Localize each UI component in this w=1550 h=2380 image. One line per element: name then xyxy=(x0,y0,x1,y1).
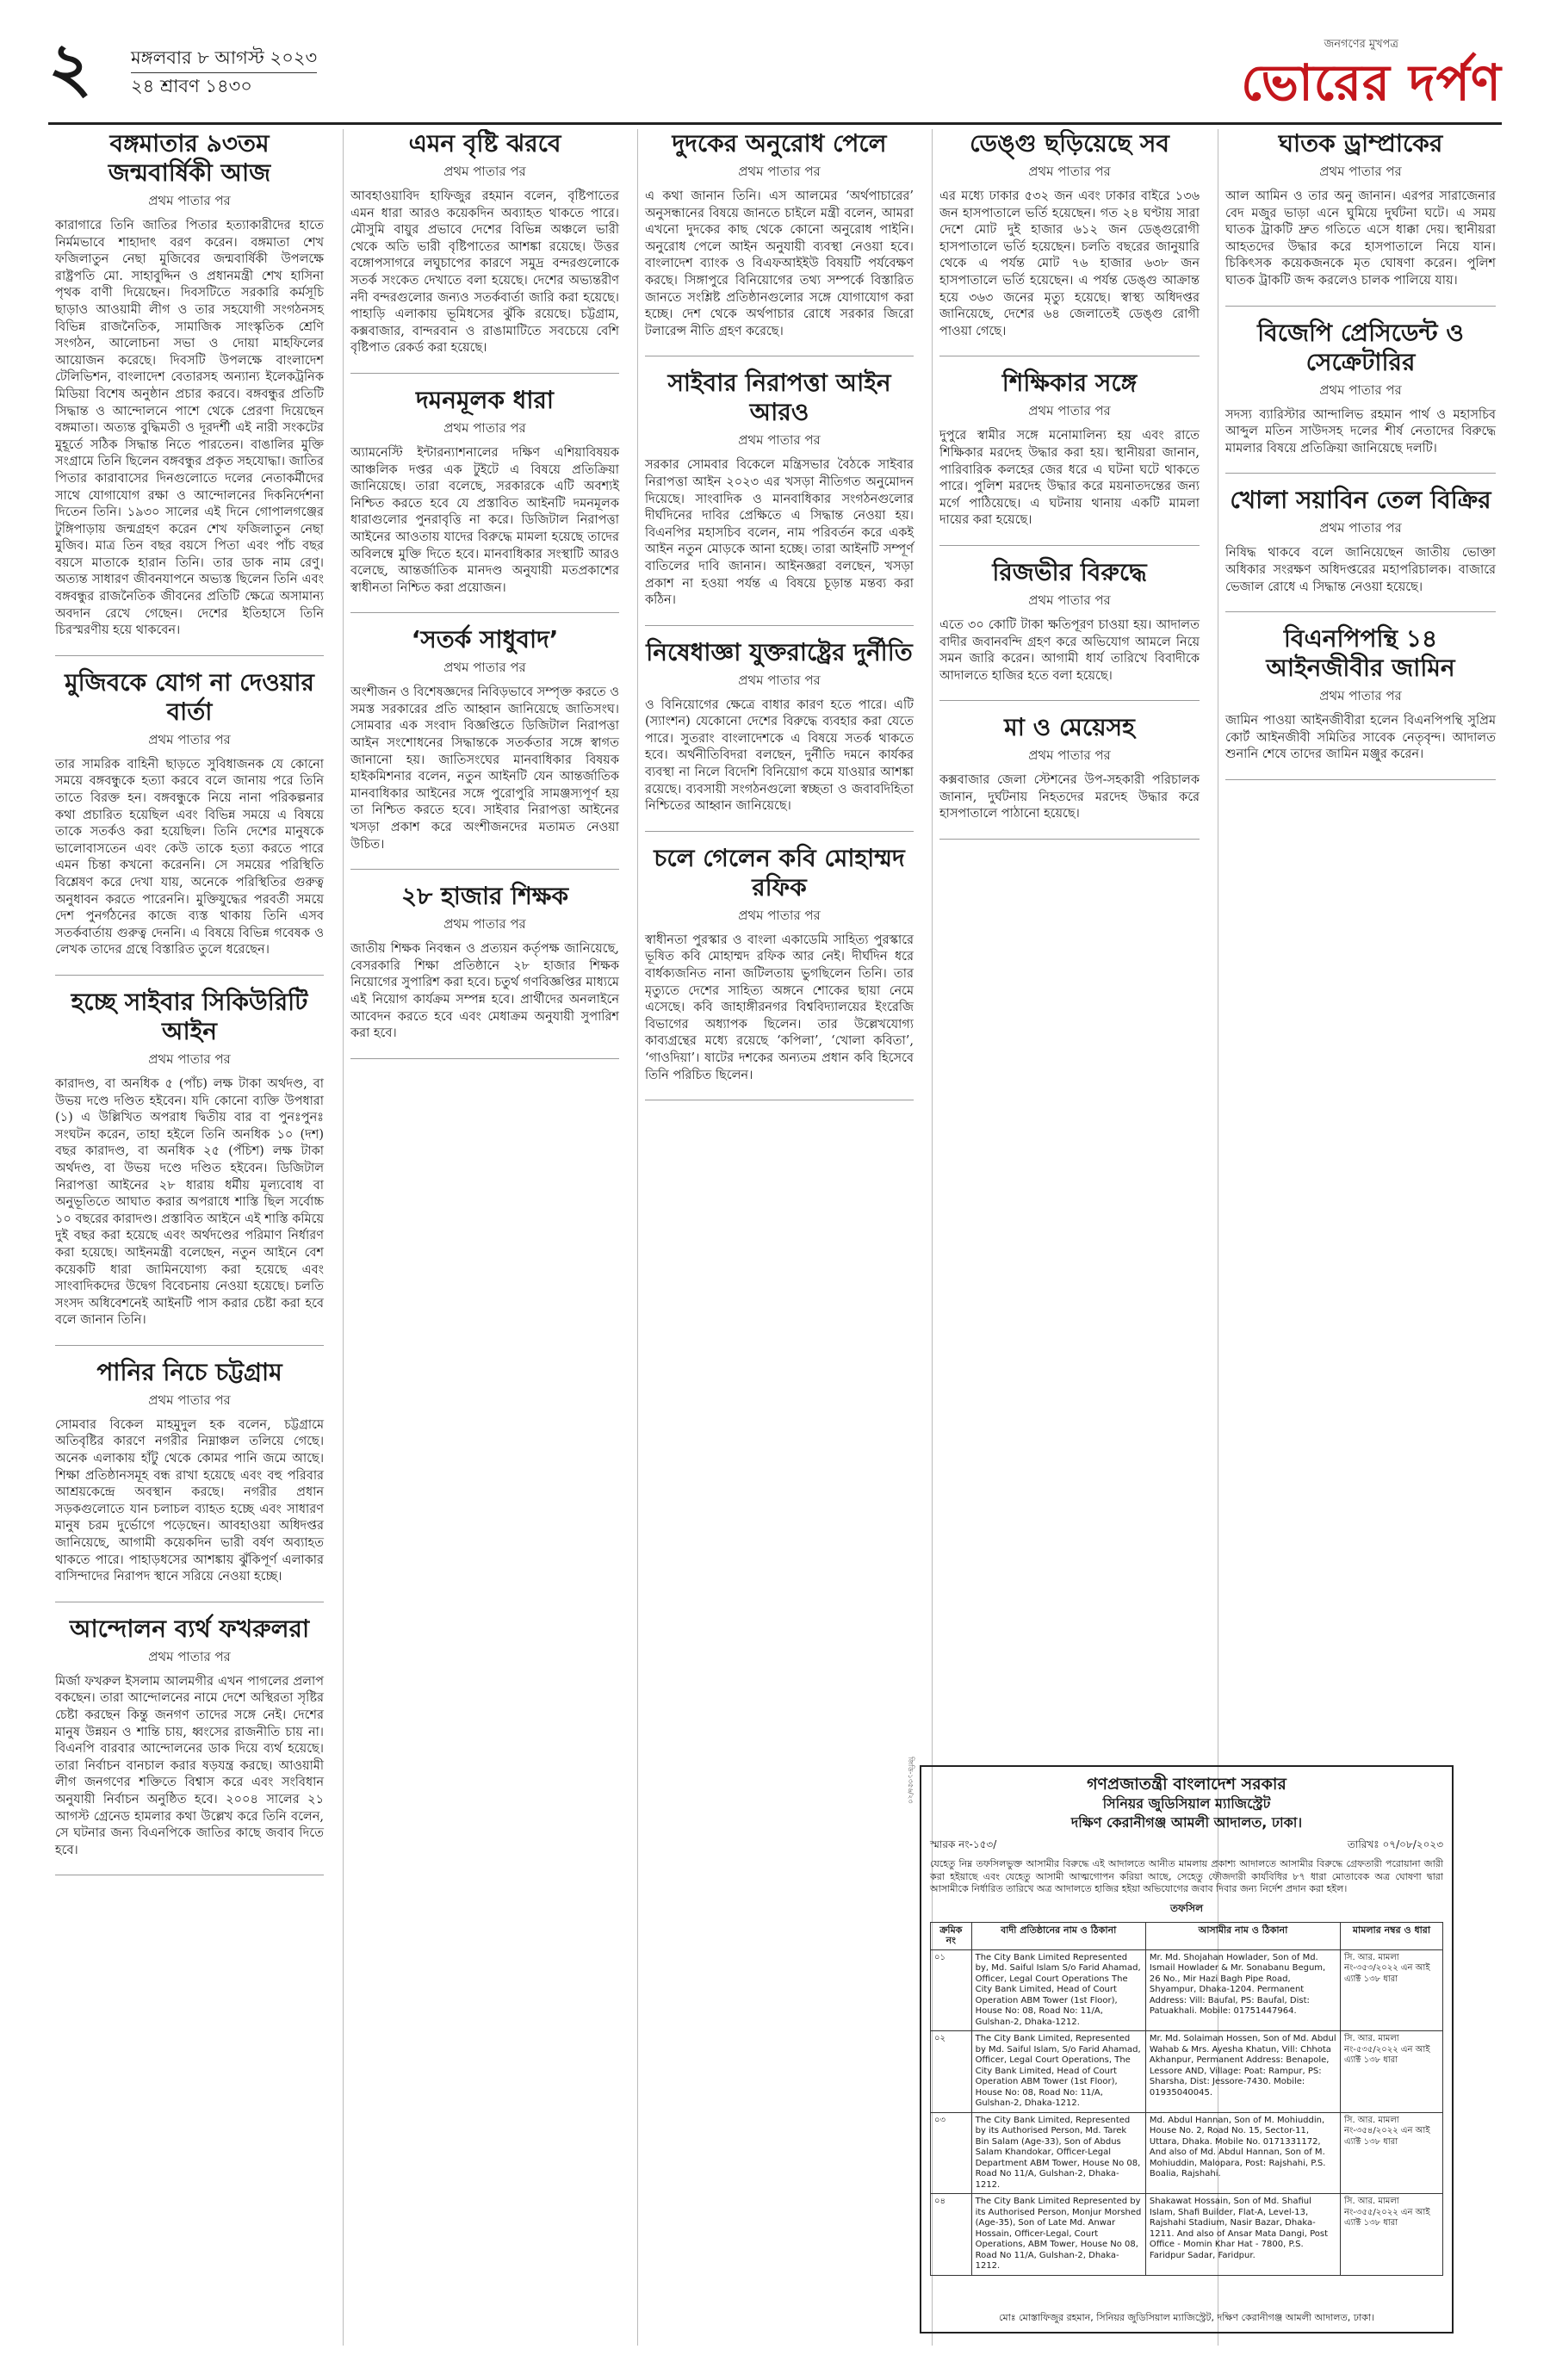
story-continuation-label: প্রথম পাতার পর xyxy=(1319,381,1402,398)
story-divider xyxy=(939,700,1200,701)
news-story xyxy=(55,129,324,640)
story-body: দুপুরে স্বামীর সঙ্গে মনোমালিন্য হয় এবং রাতে শিক্ষিকার মরদেহ উদ্ধার করা হয়। স্থানীয়রা জানান, পারিবারিক কলহের জের ধরে এ ঘটনা ঘটে থাকতে পারে। পুলিশ মরদেহ উদ্ধার করে ময়নাতদন্তের জন্য মর্গে পাঠিয়েছে। এ ঘটনায় থানায় একটি মামলা দায়ের করা হয়েছে। xyxy=(939,429,1200,528)
story-continuation-label: প্রথম পাতার পর xyxy=(1028,164,1111,179)
story-body: কক্সবাজার জেলা স্টেশনের উপ-সহকারী পরিচালক জানান, দুর্ঘটনায় নিহতদের মরদেহ উদ্ধার করে হাসপাতালে পাঠানো হয়েছে। xyxy=(939,773,1200,821)
story-divider xyxy=(1225,306,1496,307)
story-body: ও বিনিয়োগের ক্ষেত্রে বাধার কারণ হতে পারে। এটি (স্যাংশন) যেকোনো দেশের বিরুদ্ধে ব্যবহার করা যেতে পারে। সুতরাং বাংলাদেশকে এ বিষয়ে সতর্ক থাকতে হবে। অর্থনীতিবিদরা বলছেন, দুর্নীতি দমনে কার্যকর ব্যবস্থা না নিলে বিদেশি বিনিয়োগ কমে যাওয়ার আশঙ্কা রয়েছে। ব্যবসায়ী সংগঠনগুলো স্বচ্ছতা ও জবাবদিহিতা নিশ্চিতের আহ্বান জানিয়েছে। xyxy=(645,697,914,814)
news-story xyxy=(939,129,1200,340)
story-divider xyxy=(350,1058,619,1059)
news-story xyxy=(939,369,1200,530)
news-story xyxy=(55,1615,324,1860)
story-body: কারাগারে তিনি জাতির পিতার হত্যাকারীদের হাতে নির্মমভাবে শাহাদাৎ বরণ করেন। বঙ্গমাতা শেখ ফজিলাতুন নেছা মুজিবের জন্মবার্ষিকী উপলক্ষে রাষ্ট্রপতি মো. সাহাবুদ্দিন ও প্রধানমন্ত্রী শেখ হাসিনা পৃথক বাণী দিয়েছেন। দিবসটিতে সরকারি কর্মসূচি ছাড়াও আওয়ামী লীগ ও তার সহযোগী সংগঠনসহ বিভিন্ন রাজনৈতিক, সামাজিক সাংস্কৃতিক শ্রেণি সংগঠন, আলোচনা সভা ও দোয়া মাহফিলের আয়োজন করেছে। দিবসটি উপলক্ষে বাংলাদেশ টেলিভিশন, বাংলাদেশ বেতারসহ অন্যান্য ইলেকট্রনিক মিডিয়া বিশেষ অনুষ্ঠান প্রচার করবে। বঙ্গবন্ধুর প্রতিটি সিদ্ধান্ত ও আন্দোলনে পাশে থেকে প্রেরণা দিয়েছেন বঙ্গমাতা। অত্যন্ত বুদ্ধিমতী ও দূরদর্শী এই নারী সংকটের মুহূর্তে সঠিক সিদ্ধান্ত নিতে পারতেন। বাঙালির মুক্তি সংগ্রামে তিনি ছিলেন বঙ্গবন্ধুর প্রকৃত সহযোদ্ধা। জাতির পিতার কারাবাসের দিনগুলোতে দলের নেতাকর্মীদের সাথে যোগাযোগ রক্ষা ও আন্দোলনের দিকনির্দেশনা দিতেন তিনি। ১৯৩০ সালের এই দিনে গোপালগঞ্জের টুঙ্গিপাড়ায় জন্মগ্রহণ করেন শেখ ফজিলাতুন নেছা মুজিব। মাত্র তিন বছর বয়সে পিতা এবং পাঁচ বছর বয়সে মাতাকে হারান তিনি। তার ডাক নাম রেণু। অত্যন্ত সাধারণ জীবনযাপনে অভ্যস্ত ছিলেন তিনি এবং বঙ্গবন্ধুর রাজনৈতিক জীবনের প্রতিটি ক্ষেত্রে অসামান্য অবদান রেখে গেছেন। দেশের ইতিহাসে তিনি চিরস্মরণীয় হয়ে থাকবেন। xyxy=(55,219,324,638)
table-cell-plaintiff: The City Bank Limited, Represented by Md. Saiful Islam, S/o Farid Ahamad, Officer, Legal Court Operations, The City Bank Limited, Head of Court Operation ABM Tower (1st Floor), House No: 08, Road No: 11/A, Gulshan-2, Dhaka-1212. xyxy=(971,2031,1145,2113)
table-row xyxy=(931,2194,1443,2276)
story-headline: ডেঙ্গু ছড়িয়েছে সব xyxy=(970,129,1169,158)
news-story xyxy=(645,844,914,1084)
table-cell-sl: ০৩ xyxy=(931,2112,972,2194)
news-story xyxy=(645,129,914,340)
story-body: তার সামরিক বাহিনী ছাড়তে সুবিধাজনক যে কোনো সময়ে বঙ্গবন্ধুকে হত্যা করবে বলে জানায় পরে তিনি তাতে বিরক্ত হন। বঙ্গবন্ধুকে নিয়ে নানা পরিকল্পনার কথা প্রচারিত হয়েছিল এবং বিভিন্ন সময়ে এ বিষয়ে তাকে সতর্কও করা হয়েছিল। তিনি দেশের মানুষকে ভালোবাসতেন এবং কেউ তাকে হত্যা করতে পারে এমন চিন্তা কখনো করেননি। সে সময়ের পরিস্থিতি বিশ্লেষণ করে দেখা যায়, অনেকে পরিস্থিতির গুরুত্ব অনুধাবন করতে পারেননি। মুক্তিযুদ্ধের পরবর্তী সময়ে দেশ পুনর্গঠনের কাজে ব্যস্ত থাকায় তিনি এসব সতর্কবার্তায় গুরুত্ব দেননি। এ বিষয়ে বিভিন্ন গবেষক ও লেখক তাদের গ্রন্থে বিস্তারিত তুলে ধরেছেন। xyxy=(55,757,324,958)
story-headline: দমনমূলক ধারা xyxy=(415,385,555,414)
notice-signature: মোঃ মোস্তাফিজুর রহমান, সিনিয়র জুডিসিয়াল ম্যাজিস্ট্রেট, দক্ষিণ কেরানীগঞ্জ আমলী আদালত, ঢাকা। xyxy=(999,2312,1374,2323)
story-headline: বঙ্গমাতার ৯৩তম জন্মবার্ষিকী আজ xyxy=(108,129,271,187)
story-body: সরকার সোমবার বিকেলে মন্ত্রিসভার বৈঠকে সাইবার নিরাপত্তা আইন ২০২৩ এর খসড়া নীতিগত অনুমোদন দিয়েছে। সাংবাদিক ও মানবাধিকার সংগঠনগুলোর দীর্ঘদিনের দাবির প্রেক্ষিতে এ সিদ্ধান্ত নেওয়া হয়। বিএনপির মহাসচিব বলেন, নাম পরিবর্তন করে একই আইন নতুন মোড়কে আনা হচ্ছে। তারা আইনটি সম্পূর্ণ বাতিলের দাবি জানান। আইনজ্ঞরা বলছেন, খসড়া প্রকাশ না হওয়া পর্যন্ত এ বিষয়ে চূড়ান্ত মন্তব্য করা কঠিন। xyxy=(645,458,914,608)
story-headline: বিজেপি প্রেসিডেন্ট ও সেক্রেটারির xyxy=(1257,318,1464,376)
story-continuation-label: প্রথম পাতার পর xyxy=(1028,403,1111,419)
table-cell-case: সি. আর. মামলা নং-৩৫৩/২০২২ এন আই এ্যাক্ট ১৩৮ ধারা xyxy=(1340,1949,1442,2031)
story-divider xyxy=(350,373,619,374)
col-header: বাদী প্রতিষ্ঠানের নাম ও ঠিকানা xyxy=(971,1922,1145,1949)
story-headline: মুজিবকে যোগ না দেওয়ার বার্তা xyxy=(65,667,314,726)
notice-table-header xyxy=(931,1922,1443,1949)
notice-body: যেহেতু নিম্ন তফসিলভুক্ত আসামীর বিরুদ্ধে এই আদালতে আনীত মামলায় প্রকাশ্য আদালতে আসামীর বিরুদ্ধে গ্রেফতারী পরোয়ানা জারী করা হইয়াছে এবং যেহেতু আসামী আত্মগোপন করিয়া আছে, সেহেতু ফৌজদারী কার্যবিধির ৮৭ ধারা মোতাবেক অত্র ঘোষণা দ্বারা আসামীকে নির্ধারিত তারিখে অত্র আদালতে হাজির হইয়া অভিযোগের জবাব দিবার জন্য নির্দেশ প্রদান করা হইল। xyxy=(930,1858,1443,1894)
table-row xyxy=(931,2112,1443,2194)
story-body: এতে ৩০ কোটি টাকা ক্ষতিপূরণ চাওয়া হয়। আদালত বাদীর জবানবন্দি গ্রহণ করে অভিযোগ আমলে নিয়ে সমন জারি করেন। আগামী ধার্য তারিখে বিবাদীকে আদালতে হাজির হতে বলা হয়েছে। xyxy=(939,617,1200,683)
story-divider xyxy=(645,625,914,626)
story-headline: ঘাতক ড্রাম্প্রাকের xyxy=(1278,129,1443,158)
notice-meta xyxy=(930,1838,1443,1855)
table-cell-sl: ০১ xyxy=(931,1949,972,2031)
story-headline: বিএনপিপন্থি ১৪ আইনজীবীর জামিন xyxy=(1266,624,1455,683)
notice-memo: স্মারক নং-১৫৩/ xyxy=(930,1838,997,1850)
table-cell-case: সি. আর. মামলা নং-৩৫৫/২০২২ এন আই এ্যাক্ট ১৩৮ ধারা xyxy=(1340,2194,1442,2276)
story-body: এর মধ্যে ঢাকার ৫৩২ জন এবং ঢাকার বাইরে ১৩৬ জন হাসপাতালে ভর্তি হয়েছেন। গত ২৪ ঘণ্টায় সারা দেশে মোট দুই হাজার ৬১২ জন ডেঙ্গুরোগী হাসপাতালে ভর্তি হয়েছেন। চলতি বছরের জানুয়ারি থেকে এ পর্যন্ত মোট ৭৬ হাজার ৬৩৮ জন হাসপাতালে ভর্তি হয়েছেন। এ পর্যন্ত ডেঙ্গু আক্রান্ত হয়ে ৩৬৩ জনের মৃত্যু হয়েছে। স্বাস্থ্য অধিদপ্তর জানিয়েছে, দেশের ৬৪ জেলাতেই ডেঙ্গু রোগী পাওয়া গেছে। xyxy=(939,189,1200,338)
story-body: জামিন পাওয়া আইনজীবীরা হলেন বিএনপিপন্থি সুপ্রিম কোর্ট আইনজীবী সমিতির সাবেক নেতৃবৃন্দ। আদালত শুনানি শেষে তাদের জামিন মঞ্জুর করেন। xyxy=(1225,714,1496,762)
story-continuation-label: প্রথম পাতার পর xyxy=(148,1391,231,1408)
story-continuation-label: প্রথম পাতার পর xyxy=(1319,688,1402,704)
story-headline: দুদকের অনুরোধ পেলে xyxy=(672,129,887,158)
story-headline: পানির নিচে চট্টগ্রাম xyxy=(96,1357,282,1386)
story-continuation-label: প্রথম পাতার পর xyxy=(1028,747,1111,764)
story-continuation-label: প্রথম পাতার পর xyxy=(148,1648,231,1664)
story-headline: হচ্ছে সাইবার সিকিউরিটি আইন xyxy=(71,987,308,1045)
story-body: স্বাধীনতা পুরস্কার ও বাংলা একাডেমি সাহিত্য পুরস্কারে ভূষিত কবি মোহাম্মদ রফিক আর নেই। দীর্ঘদিন ধরে বার্ধক্যজনিত নানা জটিলতায় ভুগছিলেন তিনি। তার মৃত্যুতে দেশের সাহিত্য অঙ্গনে শোকের ছায়া নেমে এসেছে। কবি জাহাঙ্গীরনগর বিশ্ববিদ্যালয়ের ইংরেজি বিভাগের অধ্যাপক ছিলেন। তার উল্লেখযোগ্য কাব্যগ্রন্থের মধ্যে রয়েছে ‘কপিলা’, ‘খোলা কবিতা’, ‘গাওদিয়া’। ষাটের দশকের অন্যতম প্রধান কবি হিসেবে তিনি পরিচিত ছিলেন। xyxy=(645,933,914,1082)
news-story xyxy=(55,988,324,1329)
news-story xyxy=(1225,486,1496,596)
story-body: আবহাওয়াবিদ হাফিজুর রহমান বলেন, বৃষ্টিপাতের এমন ধারা আরও কয়েকদিন অব্যাহত থাকতে পারে। মৌসুমি বায়ুর প্রভাবে দেশের বিভিন্ন অঞ্চলে ভারী থেকে অতি ভারী বৃষ্টিপাতের আশঙ্কা রয়েছে। উত্তর বঙ্গোপসাগরে লঘুচাপের কারণে সমুদ্র বন্দরগুলোকে সতর্ক সংকেত দেখাতে বলা হয়েছে। দেশের অভ্যন্তরীণ নদী বন্দরগুলোর জন্যও সতর্কবার্তা জারি করা হয়েছে। পাহাড়ি এলাকায় ভূমিধসের ঝুঁকি রয়েছে। চট্টগ্রাম, কক্সবাজার, বান্দরবান ও রাঙামাটিতে সবচেয়ে বেশি বৃষ্টিপাত রেকর্ড করা হয়েছে। xyxy=(350,189,619,356)
news-story xyxy=(55,1358,324,1586)
story-body: অংশীজন ও বিশেষজ্ঞদের নিবিড়ভাবে সম্পৃক্ত করতে ও সমস্ত সরকারের প্রতি আহ্বান জানিয়েছে জাতিসংঘ। সোমবার এক সংবাদ বিজ্ঞপ্তিতে ডিজিটাল নিরাপত্তা আইন সংশোধনের সিদ্ধান্তকে সতর্কতার সঙ্গে স্বাগত জানানো হয়। জাতিসংঘের মানবাধিকার বিষয়ক হাইকমিশনার বলেন, নতুন আইনটি যেন আন্তর্জাতিক মানবাধিকার আইনের সঙ্গে পুরোপুরি সামঞ্জস্যপূর্ণ হয় তা নিশ্চিত করতে হবে। সাইবার নিরাপত্তা আইনের খসড়া প্রকাশ করে অংশীজনদের মতামত নেওয়া উচিত। xyxy=(350,685,619,852)
story-continuation-label: প্রথম পাতার পর xyxy=(148,1051,231,1067)
col-header: আসামীর নাম ও ঠিকানা xyxy=(1145,1922,1340,1949)
logo-name: ভোরের দর্পণ xyxy=(1241,53,1502,112)
story-body: এ কথা জানান তিনি। এস আলমের ‘অর্থপাচারের’ অনুসন্ধানের বিষয়ে জানতে চাইলে মন্ত্রী বলেন, আমরা এখনো দুদকের কাছ থেকে কোনো অনুরোধ পাইনি। অনুরোধ পেলে আইন অনুযায়ী ব্যবস্থা নেওয়া হবে। বাংলাদেশ ব্যাংক ও বিএফআইইউ বিষয়টি পর্যবেক্ষণ করছে। সিঙ্গাপুরে বিনিয়োগের তথ্য সম্পর্কে বিস্তারিত জানতে সংশ্লিষ্ট প্রতিষ্ঠানগুলোর সঙ্গে যোগাযোগ করা হচ্ছে। দেশ থেকে অর্থপাচার রোধে সরকার জিরো টলারেন্স নীতি গ্রহণ করেছে। xyxy=(645,189,914,338)
story-headline: মা ও মেয়েসহ xyxy=(1004,713,1135,742)
masthead xyxy=(48,26,1502,125)
story-continuation-label: প্রথম পাতার পর xyxy=(738,164,821,179)
story-headline: সাইবার নিরাপত্তা আইন আরও xyxy=(667,369,891,427)
story-divider xyxy=(350,612,619,613)
table-cell-accused: Md. Abdul Hannan, Son of M. Mohiuddin, House No. 2, Road No. 15, Sector-11, Uttara, Dhaka. Mobile No. 0171331172, And also of Md. Abdul Hannan, Son of M. Mohiuddin, Malopara, Post: Rajshahi, P.S. Boalia, Rajshahi. xyxy=(1145,2112,1340,2194)
column-3 xyxy=(637,129,921,2346)
news-story xyxy=(939,713,1200,823)
story-divider xyxy=(939,545,1200,546)
court-notice xyxy=(920,1765,1454,2334)
gregorian-date: মঙ্গলবার ৮ আগস্ট ২০২৩ xyxy=(131,45,317,73)
story-body: অ্যামনেস্টি ইন্টারন্যাশনালের দক্ষিণ এশিয়াবিষয়ক আঞ্চলিক দপ্তর এক টুইটে এ বিষয়ে প্রতিক্রিয়া জানিয়েছে। তারা বলেছে, সরকারকে এটি অবশ্যই নিশ্চিত করতে হবে যে প্রস্তাবিত আইনটি দমনমূলক ধারাগুলোর পুনরাবৃত্তি না করে। ডিজিটাল নিরাপত্তা আইনের আওতায় যাদের বিরুদ্ধে মামলা হয়েছে তাদের অবিলম্বে মুক্তি দিতে হবে। মানবাধিকার সংস্থাটি আরও বলেছে, আন্তর্জাতিক মানদণ্ড অনুযায়ী মতপ্রকাশের স্বাধীনতা নিশ্চিত করা প্রয়োজন। xyxy=(350,445,619,595)
news-story xyxy=(350,625,619,853)
news-story xyxy=(350,882,619,1043)
story-divider xyxy=(1225,611,1496,612)
story-continuation-label: প্রথম পাতার পর xyxy=(443,419,526,436)
story-headline: চলে গেলেন কবি মোহাম্মদ রফিক xyxy=(654,843,905,902)
table-cell-plaintiff: The City Bank Limited Represented by its Authorised Person, Monjur Morshed (Age-35), Son of Late Md. Anwar Hossain, Officer-Legal, Court Operations, ABM Tower, House No 08, Road No 11/A, Gulshan-2, Dhaka-1212. xyxy=(971,2194,1145,2276)
table-cell-sl: ০২ xyxy=(931,2031,972,2113)
story-continuation-label: প্রথম পাতার পর xyxy=(738,907,821,923)
table-row xyxy=(931,1949,1443,2031)
logo-tagline: জনগণের মুখপত্র xyxy=(1324,38,1398,51)
col-header: মামলার নম্বর ও ধারা xyxy=(1340,1922,1442,1949)
story-continuation-label: প্রথম পাতার পর xyxy=(738,672,821,688)
table-cell-plaintiff: The City Bank Limited, Represented by its Authorised Person, Md. Tarek Bin Salam (Age-33), Son of Abdus Salam Khandokar, Officer-Legal Department ABM Tower, House No 08, Road No 11/A, Gulshan-2, Dhaka-1212. xyxy=(971,2112,1145,2194)
story-divider xyxy=(55,1345,324,1346)
column-2 xyxy=(343,129,626,2346)
bengali-date: ২৪ শ্রাবণ ১৪৩০ xyxy=(131,76,252,96)
news-story xyxy=(1225,319,1496,458)
story-headline: রিজভীর বিরুদ্ধে xyxy=(992,557,1147,586)
story-continuation-label: প্রথম পাতার পর xyxy=(1319,520,1402,536)
story-divider xyxy=(939,839,1200,840)
news-story xyxy=(1225,129,1496,290)
story-continuation-label: প্রথম পাতার পর xyxy=(443,660,526,676)
story-continuation-label: প্রথম পাতার পর xyxy=(1028,592,1111,608)
notice-table xyxy=(930,1922,1443,2276)
story-body: মির্জা ফখরুল ইসলাম আলমগীর এখন পাগলের প্রলাপ বকছেন। তারা আন্দোলনের নামে দেশে অস্থিরতা সৃষ্টির চেষ্টা করছেন কিন্তু জনগণ তাদের সঙ্গে নেই। দেশের মানুষ উন্নয়ন ও শান্তি চায়, ধ্বংসের রাজনীতি চায় না। বিএনপি বারবার আন্দোলনের ডাক দিয়ে ব্যর্থ হয়েছে। তারা নির্বাচন বানচাল করার ষড়যন্ত্র করছে। আওয়ামী লীগ জনগণের শক্তিতে বিশ্বাস করে এবং সংবিধান অনুযায়ী নির্বাচন অনুষ্ঠিত হবে। ২০০৪ সালের ২১ আগস্ট গ্রেনেড হামলার কথা উল্লেখ করে তিনি বলেন, সে ঘটনার জন্য বিএনপিকে জাতির কাছে জবাব দিতে হবে। xyxy=(55,1674,324,1857)
table-cell-case: সি. আর. মামলা নং-৫৩৫/২০২২ এন আই এ্যাক্ট ১৩৮ ধারা xyxy=(1340,2031,1442,2113)
news-story xyxy=(939,558,1200,685)
story-headline: শিক্ষিকার সঙ্গে xyxy=(1001,369,1138,398)
story-divider xyxy=(55,975,324,976)
story-divider xyxy=(1225,473,1496,474)
news-story xyxy=(1225,624,1496,764)
story-headline: নিষেধাজ্ঞা যুক্তরাষ্ট্রের দুর্নীতি xyxy=(646,637,913,666)
news-story xyxy=(350,386,619,597)
table-row xyxy=(931,2031,1443,2113)
story-headline: আন্দোলন ব্যর্থ ফখরুলরা xyxy=(69,1614,310,1643)
story-headline: এমন বৃষ্টি ঝরবে xyxy=(408,129,561,158)
story-continuation-label: প্রথম পাতার পর xyxy=(148,731,231,747)
story-continuation-label: প্রথম পাতার পর xyxy=(443,916,526,933)
col-header: ক্রমিক নং xyxy=(931,1922,972,1949)
story-body: সোমবার বিকেল মাহমুদুল হক বলেন, চট্টগ্রামে অতিবৃষ্টির কারণে নগরীর নিম্নাঞ্চল তলিয়ে গেছে। অনেক এলাকায় হাঁটু থেকে কোমর পানি জমে আছে। শিক্ষা প্রতিষ্ঠানসমূহ বন্ধ রাখা হয়েছে এবং বহু পরিবার আশ্রয়কেন্দ্রে অবস্থান করছে। নগরীর প্রধান সড়কগুলোতে যান চলাচল ব্যাহত হচ্ছে এবং সাধারণ মানুষ চরম দুর্ভোগে পড়েছেন। আবহাওয়া অধিদপ্তর জানিয়েছে, আগামী কয়েকদিন ভারী বর্ষণ অব্যাহত থাকতে পারে। পাহাড়ধসের আশঙ্কায় ঝুঁকিপূর্ণ এলাকার বাসিন্দাদের নিরাপদ স্থানে সরিয়ে নেওয়া হচ্ছে। xyxy=(55,1417,324,1584)
story-divider xyxy=(55,655,324,656)
news-story xyxy=(350,129,619,357)
story-continuation-label: প্রথম পাতার পর xyxy=(148,193,231,208)
table-cell-accused: Mr. Md. Shojahan Howlader, Son of Md. Ismail Howlader & Mr. Sonabanu Begum, 26 No., Mir Hazi Bagh Pipe Road, Shyampur, Dhaka-1204. Permanent Address: Vill: Baufal, PS: Baufal, Dist: Patuakhali. Mobile: 01751447964. xyxy=(1145,1949,1340,2031)
table-cell-plaintiff: The City Bank Limited Represented by, Md. Saiful Islam S/o Farid Ahamad, Officer, Legal Court Operations The City Bank Limited, Head of Court Operation ABM Tower (1st Floor), House No: 08, Road No: 11/A, Gulshan-2, Dhaka-1212. xyxy=(971,1949,1145,2031)
story-continuation-label: প্রথম পাতার পর xyxy=(443,164,526,179)
story-body: সদস্য ব্যারিস্টার আন্দালিভ রহমান পার্থ ও মহাসচিব আব্দুল মতিন সাউদসহ দলের শীর্ষ নেতাদের বিরুদ্ধে মামলার বিষয়ে প্রতিক্রিয়া জানিয়েছে দলটি। xyxy=(1225,407,1496,456)
news-story xyxy=(645,369,914,609)
story-body: আল আমিন ও তার অনু জানান। এরপর সারাজেনার বেদ মজুর ভাড়া এনে ঘুমিয়ে দুর্ঘটনা ঘটে। এ সময় ঘাতক ট্রাকটি দ্রুত গতিতে এসে ধাক্কা দেয়। স্থানীয়রা আহতদের উদ্ধার করে হাসপাতালে নিয়ে যান। চিকিৎসক কয়েকজনকে মৃত ঘোষণা করেন। পুলিশ ঘাতক ট্রাকটি জব্দ করলেও চালক পালিয়ে যায়। xyxy=(1225,189,1496,288)
notice-date: তারিখঃ ০৭/০৮/২০২৩ xyxy=(1347,1838,1443,1850)
date-block xyxy=(131,45,317,99)
news-story xyxy=(645,638,914,815)
notice-title: গণপ্রজাতন্ত্রী বাংলাদেশ সরকার xyxy=(1087,1775,1286,1794)
story-body: জাতীয় শিক্ষক নিবন্ধন ও প্রত্যয়ন কর্তৃপক্ষ জানিয়েছে, বেসরকারি শিক্ষা প্রতিষ্ঠানে ২৮ হাজার শিক্ষক নিয়োগের সুপারিশ করা হবে। চতুর্থ গণবিজ্ঞপ্তির মাধ্যমে এই নিয়োগ কার্যক্রম সম্পন্ন হবে। প্রার্থীদের অনলাইনে আবেদন করতে হবে এবং মেধাক্রম অনুযায়ী সুপারিশ করা হবে। xyxy=(350,942,619,1041)
story-divider xyxy=(350,869,619,870)
story-continuation-label: প্রথম পাতার পর xyxy=(1319,164,1402,179)
story-headline: ২৮ হাজার শিক্ষক xyxy=(400,882,569,911)
story-body: কারাদণ্ড, বা অনধিক ৫ (পাঁচ) লক্ষ টাকা অর্থদণ্ড, বা উভয় দণ্ডে দণ্ডিত হইবেন। যদি কোনো ব্যক্তি উপধারা (১) এ উল্লিখিত অপরাধ দ্বিতীয় বার বা পুনঃপুনঃ সংঘটন করেন, তাহা হইলে তিনি অনধিক ১০ (দশ) বছর কারাদণ্ড, বা অনধিক ২৫ (পঁচিশ) লক্ষ টাকা অর্থদণ্ড, বা উভয় দণ্ডে দণ্ডিত হইবেন। ডিজিটাল নিরাপত্তা আইনের ২৮ ধারায় ধর্মীয় মূল্যবোধ বা অনুভূতিতে আঘাত করার অপরাধে শাস্তি ছিল সর্বোচ্চ ১০ বছরের কারাদণ্ড। প্রস্তাবিত আইনে এই শাস্তি কমিয়ে দুই বছর করা হয়েছে এবং অর্থদণ্ডের পরিমাণ নির্ধারণ করা হয়েছে। আইনমন্ত্রী বলেছেন, নতুন আইনে বেশ কয়েকটি ধারা জামিনযোগ্য করা হয়েছে এবং সাংবাদিকদের উদ্বেগ বিবেচনায় নেওয়া হয়েছে। চলতি সংসদ অধিবেশনেই আইনটি পাস করার চেষ্টা করা হবে বলে জানান তিনি। xyxy=(55,1076,324,1328)
side-print-code: জিডি-১৩৫৬/২৩ xyxy=(907,1757,914,1804)
table-cell-sl: ০৪ xyxy=(931,2194,972,2276)
story-headline: খোলা সয়াবিন তেল বিক্রির xyxy=(1230,486,1491,515)
page-number: ২ xyxy=(48,28,92,107)
story-body: নিষিদ্ধ থাকবে বলে জানিয়েছেন জাতীয় ভোক্তা অধিকার সংরক্ষণ অধিদপ্তরের মহাপরিচালক। বাজারে ভেজাল রোধে এ সিদ্ধান্ত নেওয়া হয়েছে। xyxy=(1225,546,1496,594)
story-divider xyxy=(645,831,914,832)
story-headline: ‘সতর্ক সাধুবাদ’ xyxy=(411,625,559,654)
table-cell-accused: Shakawat Hossain, Son of Md. Shafiul Islam, Shafi Builder, Flat-A, Level-13, Rajshahi Stadium, Nasir Bazar, Dhaka-1211. And also of Ansar Mata Dangi, Post Office - Momin Khar Hat - 7800, P.S. Faridpur Sadar, Faridpur. xyxy=(1145,2194,1340,2276)
story-continuation-label: প্রথম পাতার পর xyxy=(738,432,821,449)
news-story xyxy=(55,668,324,959)
notice-subtitle: সিনিয়র জুডিসিয়াল ম্যাজিস্ট্রেট xyxy=(1102,1795,1271,1812)
column-1 xyxy=(48,129,331,2346)
table-cell-case: সি. আর. মামলা নং-৩৫৪/২০২২ এন আই এ্যাক্ট ১৩৮ ধারা xyxy=(1340,2112,1442,2194)
notice-court: দক্ষিণ কেরানীগঞ্জ আমলী আদালত, ঢাকা। xyxy=(1070,1814,1303,1831)
story-divider xyxy=(1225,779,1496,780)
table-cell-accused: Mr. Md. Solaiman Hossen, Son of Md. Abdul Wahab & Mrs. Ayesha Khatun, Vill: Chhota Akhanpur, Permanent Address: Benapole, Lessore AND, Village: Poat: Rampur, PS: Sharsha, Dist: Jessore-7430. Mobile: 01935040045. xyxy=(1145,2031,1340,2113)
newspaper-logo xyxy=(1241,36,1502,111)
notice-table-title: তফসিল xyxy=(1169,1901,1204,1914)
